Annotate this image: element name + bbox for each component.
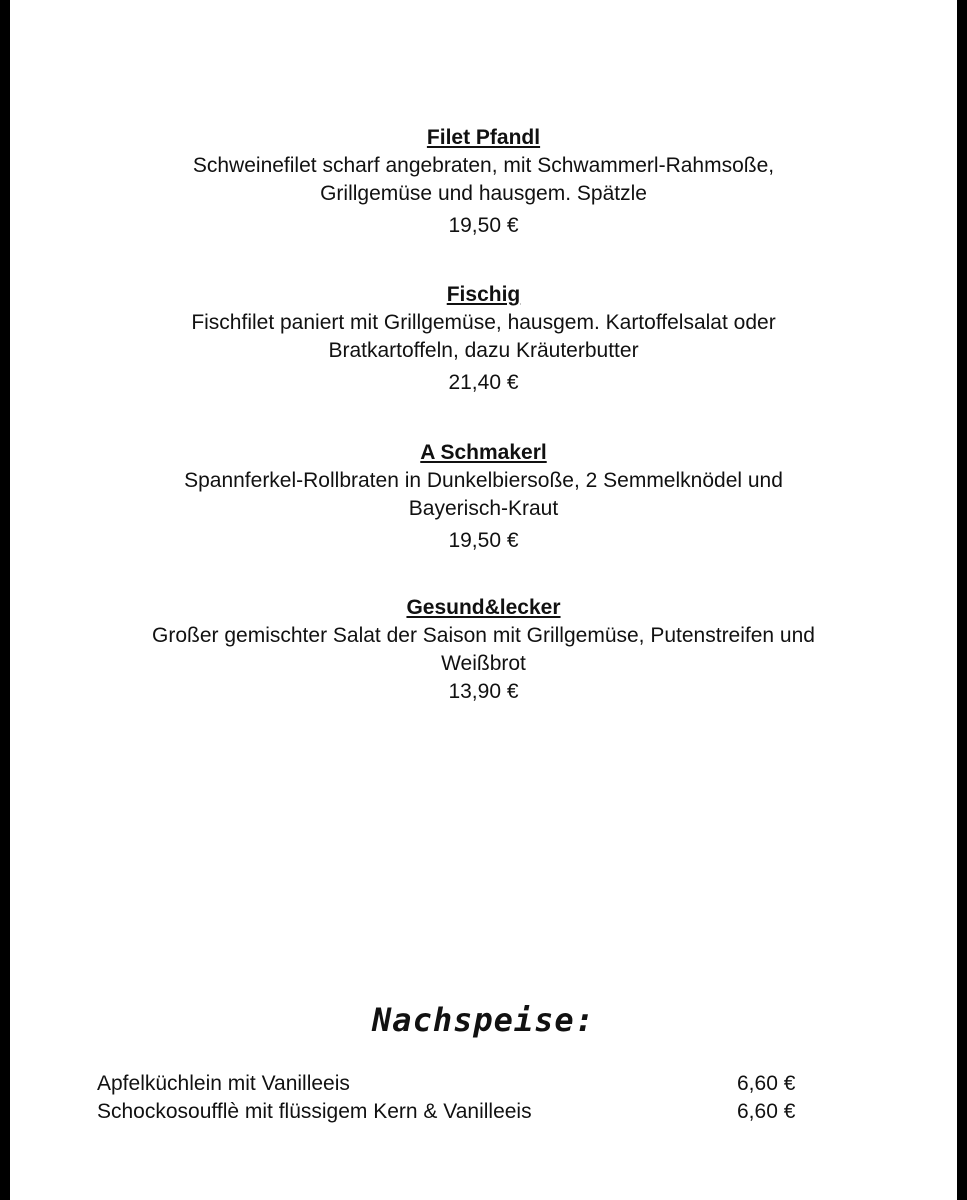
dish-title: A Schmakerl [420,441,547,464]
dessert-heading: Nachspeise: [372,1001,595,1039]
dish-description-line: Grillgemüse und hausgem. Spätzle [320,182,647,205]
list-item [97,1070,817,1098]
dish-description-line: Weißbrot [441,652,526,675]
dessert-name: Schockosoufflè mit flüssigem Kern & Vanilleeis [97,1100,532,1123]
dish-title: Fischig [446,283,521,306]
menu-item [10,439,957,555]
dish-price: 19,50 € [448,214,519,237]
menu-item [10,281,957,397]
dish-description-line: Fischfilet paniert mit Grillgemüse, hausgem. Kartoffelsalat oder [191,311,776,334]
dessert-price: 6,60 € [737,1100,796,1123]
dish-description-line: Bayerisch-Kraut [408,497,559,520]
dish-title: Filet Pfandl [426,126,541,149]
menu-page [10,0,957,1200]
menu-item [10,594,957,706]
dessert-list [97,1070,817,1126]
list-item [97,1098,817,1126]
dish-title: Gesund&lecker [406,596,561,619]
dish-price: 13,90 € [448,680,519,703]
menu-item [10,124,957,240]
dish-description-line: Spannferkel-Rollbraten in Dunkelbiersoße, 2 Semmelknödel und [184,469,783,492]
dish-description-line: Bratkartoffeln, dazu Kräuterbutter [328,339,639,362]
dish-price: 21,40 € [448,371,519,394]
dish-description-line: Schweinefilet scharf angebraten, mit Schwammerl-Rahmsoße, [192,154,775,177]
dessert-name: Apfelküchlein mit Vanilleeis [97,1072,350,1095]
dish-description-line: Großer gemischter Salat der Saison mit Grillgemüse, Putenstreifen und [152,624,815,647]
dessert-price: 6,60 € [737,1072,796,1095]
dish-price: 19,50 € [448,529,519,552]
